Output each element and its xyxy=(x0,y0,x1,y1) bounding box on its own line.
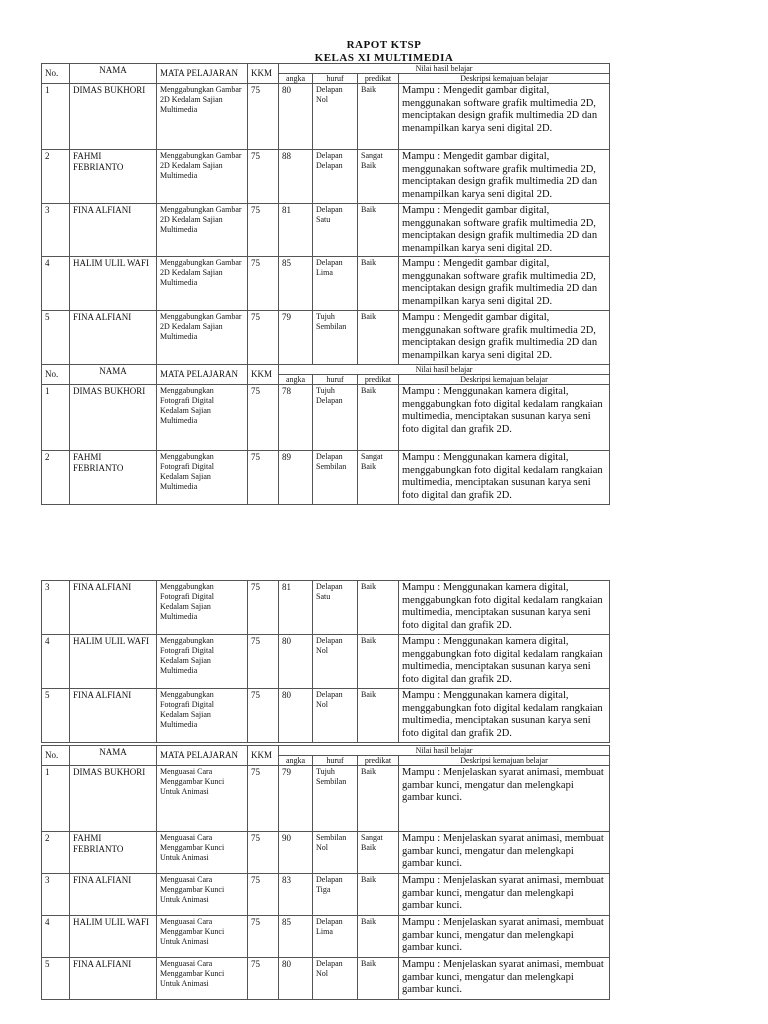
cell-angka: 79 xyxy=(279,311,313,365)
cell-predikat: Sangat Baik xyxy=(358,832,399,874)
cell-huruf: Tujuh Sembilan xyxy=(313,766,358,832)
table-header-row xyxy=(42,64,610,74)
cell-nama: HALIM ULIL WAFI xyxy=(70,916,157,958)
cell-kkm: 75 xyxy=(248,766,279,832)
cell-nama: FINA ALFIANI xyxy=(70,311,157,365)
cell-huruf: Sembilan Nol xyxy=(313,832,358,874)
cell-kkm: 75 xyxy=(248,958,279,1000)
header-mata-pelajaran: MATA PELAJARAN xyxy=(157,365,248,385)
header-kkm: KKM xyxy=(248,746,279,766)
grade-table xyxy=(41,745,610,1000)
table-header-row xyxy=(42,746,610,756)
cell-no: 3 xyxy=(42,874,70,916)
cell-mata-pelajaran: Menggabungkan Fotografi Digital Kedalam Sajian Multimedia xyxy=(157,581,248,635)
cell-mata-pelajaran: Menguasai Cara Menggambar Kunci Untuk Animasi xyxy=(157,916,248,958)
cell-no: 1 xyxy=(42,766,70,832)
header-nilai-hasil-belajar: Nilai hasil belajar xyxy=(279,64,610,74)
header-nama: NAMA xyxy=(70,746,157,766)
cell-kkm: 75 xyxy=(248,874,279,916)
cell-deskripsi: Mampu : Menjelaskan syarat animasi, membuat gambar kunci, mengatur dan melengkapi gambar kunci. xyxy=(399,958,610,1000)
cell-deskripsi: Mampu : Menggunakan kamera digital, menggabungkan foto digital kedalam rangkaian multimedia, menciptakan susunan karya seni foto digital dan grafik 2D. xyxy=(399,385,610,451)
cell-no: 2 xyxy=(42,451,70,505)
cell-nama: DIMAS BUKHORI xyxy=(70,385,157,451)
cell-nama: DIMAS BUKHORI xyxy=(70,84,157,150)
cell-angka: 79 xyxy=(279,766,313,832)
cell-nama: HALIM ULIL WAFI xyxy=(70,257,157,311)
table-row xyxy=(42,916,610,958)
cell-mata-pelajaran: Menggabungkan Gambar 2D Kedalam Sajian Multimedia xyxy=(157,150,248,204)
table-row xyxy=(42,84,610,150)
cell-no: 2 xyxy=(42,150,70,204)
cell-mata-pelajaran: Menguasai Cara Menggambar Kunci Untuk Animasi xyxy=(157,874,248,916)
cell-huruf: Delapan Delapan xyxy=(313,150,358,204)
cell-predikat: Baik xyxy=(358,204,399,257)
table-row xyxy=(42,385,610,451)
table-header-row xyxy=(42,365,610,375)
header-deskripsi: Deskripsi kemajuan belajar xyxy=(399,756,610,766)
header-angka: angka xyxy=(279,74,313,84)
cell-mata-pelajaran: Menggabungkan Gambar 2D Kedalam Sajian Multimedia xyxy=(157,257,248,311)
cell-kkm: 75 xyxy=(248,581,279,635)
cell-mata-pelajaran: Menggabungkan Fotografi Digital Kedalam Sajian Multimedia xyxy=(157,451,248,505)
cell-deskripsi: Mampu : Menjelaskan syarat animasi, membuat gambar kunci, mengatur dan melengkapi gambar kunci. xyxy=(399,766,610,832)
cell-predikat: Baik xyxy=(358,916,399,958)
cell-predikat: Baik xyxy=(358,874,399,916)
cell-kkm: 75 xyxy=(248,916,279,958)
cell-no: 5 xyxy=(42,689,70,743)
table-row xyxy=(42,874,610,916)
cell-nama: FINA ALFIANI xyxy=(70,874,157,916)
document-subtitle: KELAS XI MULTIMEDIA xyxy=(314,52,454,64)
cell-no: 3 xyxy=(42,204,70,257)
cell-deskripsi: Mampu : Mengedit gambar digital, menggunakan software grafik multimedia 2D, menciptakan design grafik multimedia 2D dan menampilkan karya seni digital 2D. xyxy=(399,150,610,204)
cell-deskripsi: Mampu : Menggunakan kamera digital, menggabungkan foto digital kedalam rangkaian multimedia, menciptakan susunan karya seni foto digital dan grafik 2D. xyxy=(399,635,610,689)
header-mata-pelajaran: MATA PELAJARAN xyxy=(157,64,248,84)
cell-predikat: Baik xyxy=(358,385,399,451)
cell-mata-pelajaran: Menguasai Cara Menggambar Kunci Untuk Animasi xyxy=(157,766,248,832)
cell-deskripsi: Mampu : Mengedit gambar digital, menggunakan software grafik multimedia 2D, menciptakan design grafik multimedia 2D dan menampilkan karya seni digital 2D. xyxy=(399,257,610,311)
grade-table xyxy=(41,63,610,365)
cell-angka: 80 xyxy=(279,635,313,689)
cell-huruf: Tujuh Sembilan xyxy=(313,311,358,365)
cell-deskripsi: Mampu : Menjelaskan syarat animasi, membuat gambar kunci, mengatur dan melengkapi gambar kunci. xyxy=(399,916,610,958)
cell-huruf: Delapan Nol xyxy=(313,84,358,150)
header-huruf: huruf xyxy=(313,756,358,766)
cell-no: 4 xyxy=(42,257,70,311)
cell-kkm: 75 xyxy=(248,150,279,204)
cell-no: 5 xyxy=(42,958,70,1000)
cell-huruf: Delapan Nol xyxy=(313,958,358,1000)
header-no: No. xyxy=(42,365,70,385)
table-row xyxy=(42,257,610,311)
cell-nama: FINA ALFIANI xyxy=(70,204,157,257)
cell-predikat: Baik xyxy=(358,689,399,743)
cell-predikat: Sangat Baik xyxy=(358,150,399,204)
cell-huruf: Delapan Nol xyxy=(313,635,358,689)
grade-table xyxy=(41,364,610,505)
cell-angka: 80 xyxy=(279,689,313,743)
cell-kkm: 75 xyxy=(248,451,279,505)
header-nama: NAMA xyxy=(70,365,157,385)
header-no: No. xyxy=(42,64,70,84)
cell-nama: FAHMI FEBRIANTO xyxy=(70,451,157,505)
cell-no: 1 xyxy=(42,84,70,150)
cell-deskripsi: Mampu : Menggunakan kamera digital, menggabungkan foto digital kedalam rangkaian multimedia, menciptakan susunan karya seni foto digital dan grafik 2D. xyxy=(399,451,610,505)
cell-deskripsi: Mampu : Menjelaskan syarat animasi, membuat gambar kunci, mengatur dan melengkapi gambar kunci. xyxy=(399,874,610,916)
cell-predikat: Sangat Baik xyxy=(358,451,399,505)
cell-kkm: 75 xyxy=(248,311,279,365)
cell-no: 2 xyxy=(42,832,70,874)
cell-mata-pelajaran: Menggabungkan Fotografi Digital Kedalam Sajian Multimedia xyxy=(157,635,248,689)
table-row xyxy=(42,689,610,743)
cell-no: 4 xyxy=(42,916,70,958)
cell-huruf: Delapan Satu xyxy=(313,581,358,635)
cell-nama: FINA ALFIANI xyxy=(70,689,157,743)
cell-kkm: 75 xyxy=(248,832,279,874)
document-title: RAPOT KTSP xyxy=(346,39,422,51)
header-predikat: predikat xyxy=(358,375,399,385)
cell-nama: HALIM ULIL WAFI xyxy=(70,635,157,689)
cell-angka: 89 xyxy=(279,451,313,505)
table-row xyxy=(42,958,610,1000)
cell-mata-pelajaran: Menggabungkan Fotografi Digital Kedalam Sajian Multimedia xyxy=(157,689,248,743)
cell-huruf: Tujuh Delapan xyxy=(313,385,358,451)
cell-kkm: 75 xyxy=(248,204,279,257)
cell-angka: 81 xyxy=(279,204,313,257)
header-nilai-hasil-belajar: Nilai hasil belajar xyxy=(279,746,610,756)
cell-no: 3 xyxy=(42,581,70,635)
cell-angka: 83 xyxy=(279,874,313,916)
header-predikat: predikat xyxy=(358,756,399,766)
cell-nama: FAHMI FEBRIANTO xyxy=(70,150,157,204)
header-nama: NAMA xyxy=(70,64,157,84)
cell-huruf: Delapan Lima xyxy=(313,916,358,958)
cell-predikat: Baik xyxy=(358,84,399,150)
header-mata-pelajaran: MATA PELAJARAN xyxy=(157,746,248,766)
header-nilai-hasil-belajar: Nilai hasil belajar xyxy=(279,365,610,375)
cell-mata-pelajaran: Menguasai Cara Menggambar Kunci Untuk Animasi xyxy=(157,832,248,874)
cell-huruf: Delapan Sembilan xyxy=(313,451,358,505)
header-angka: angka xyxy=(279,375,313,385)
cell-deskripsi: Mampu : Mengedit gambar digital, menggunakan software grafik multimedia 2D, menciptakan design grafik multimedia 2D dan menampilkan karya seni digital 2D. xyxy=(399,311,610,365)
cell-mata-pelajaran: Menggabungkan Gambar 2D Kedalam Sajian Multimedia xyxy=(157,311,248,365)
cell-kkm: 75 xyxy=(248,635,279,689)
grade-table xyxy=(41,580,610,743)
cell-angka: 81 xyxy=(279,581,313,635)
table-row xyxy=(42,204,610,257)
header-angka: angka xyxy=(279,756,313,766)
cell-kkm: 75 xyxy=(248,84,279,150)
cell-deskripsi: Mampu : Mengedit gambar digital, menggunakan software grafik multimedia 2D, menciptakan design grafik multimedia 2D dan menampilkan karya seni digital 2D. xyxy=(399,204,610,257)
cell-predikat: Baik xyxy=(358,958,399,1000)
cell-huruf: Delapan Tiga xyxy=(313,874,358,916)
cell-predikat: Baik xyxy=(358,766,399,832)
cell-predikat: Baik xyxy=(358,311,399,365)
cell-kkm: 75 xyxy=(248,689,279,743)
cell-no: 5 xyxy=(42,311,70,365)
header-kkm: KKM xyxy=(248,365,279,385)
table-row xyxy=(42,766,610,832)
cell-angka: 85 xyxy=(279,916,313,958)
cell-mata-pelajaran: Menguasai Cara Menggambar Kunci Untuk Animasi xyxy=(157,958,248,1000)
cell-mata-pelajaran: Menggabungkan Gambar 2D Kedalam Sajian Multimedia xyxy=(157,204,248,257)
table-row xyxy=(42,150,610,204)
cell-predikat: Baik xyxy=(358,635,399,689)
cell-kkm: 75 xyxy=(248,257,279,311)
table-row xyxy=(42,581,610,635)
cell-nama: FAHMI FEBRIANTO xyxy=(70,832,157,874)
table-row xyxy=(42,635,610,689)
cell-angka: 90 xyxy=(279,832,313,874)
cell-predikat: Baik xyxy=(358,581,399,635)
header-huruf: huruf xyxy=(313,74,358,84)
cell-angka: 88 xyxy=(279,150,313,204)
cell-kkm: 75 xyxy=(248,385,279,451)
table-row xyxy=(42,311,610,365)
cell-huruf: Delapan Satu xyxy=(313,204,358,257)
cell-nama: DIMAS BUKHORI xyxy=(70,766,157,832)
header-no: No. xyxy=(42,746,70,766)
table-row xyxy=(42,451,610,505)
cell-angka: 80 xyxy=(279,958,313,1000)
cell-huruf: Delapan Nol xyxy=(313,689,358,743)
cell-angka: 78 xyxy=(279,385,313,451)
cell-mata-pelajaran: Menggabungkan Fotografi Digital Kedalam Sajian Multimedia xyxy=(157,385,248,451)
cell-deskripsi: Mampu : Menjelaskan syarat animasi, membuat gambar kunci, mengatur dan melengkapi gambar kunci. xyxy=(399,832,610,874)
cell-no: 1 xyxy=(42,385,70,451)
cell-no: 4 xyxy=(42,635,70,689)
header-predikat: predikat xyxy=(358,74,399,84)
cell-nama: FINA ALFIANI xyxy=(70,581,157,635)
header-kkm: KKM xyxy=(248,64,279,84)
cell-predikat: Baik xyxy=(358,257,399,311)
cell-deskripsi: Mampu : Mengedit gambar digital, menggunakan software grafik multimedia 2D, menciptakan design grafik multimedia 2D dan menampilkan karya seni digital 2D. xyxy=(399,84,610,150)
header-huruf: huruf xyxy=(313,375,358,385)
cell-nama: FINA ALFIANI xyxy=(70,958,157,1000)
cell-angka: 85 xyxy=(279,257,313,311)
header-deskripsi: Deskripsi kemajuan belajar xyxy=(399,74,610,84)
header-deskripsi: Deskripsi kemajuan belajar xyxy=(399,375,610,385)
cell-deskripsi: Mampu : Menggunakan kamera digital, menggabungkan foto digital kedalam rangkaian multimedia, menciptakan susunan karya seni foto digital dan grafik 2D. xyxy=(399,689,610,743)
table-row xyxy=(42,832,610,874)
cell-angka: 80 xyxy=(279,84,313,150)
cell-deskripsi: Mampu : Menggunakan kamera digital, menggabungkan foto digital kedalam rangkaian multimedia, menciptakan susunan karya seni foto digital dan grafik 2D. xyxy=(399,581,610,635)
cell-mata-pelajaran: Menggabungkan Gambar 2D Kedalam Sajian Multimedia xyxy=(157,84,248,150)
cell-huruf: Delapan Lima xyxy=(313,257,358,311)
